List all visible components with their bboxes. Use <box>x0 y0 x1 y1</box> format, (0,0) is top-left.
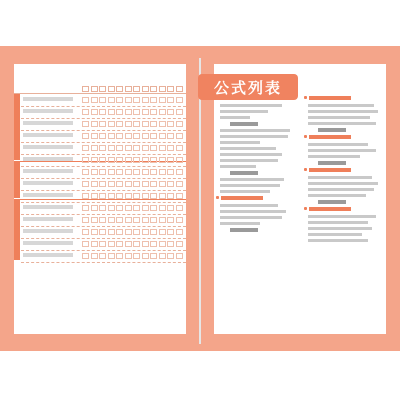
tracking-cell <box>99 217 106 223</box>
tracking-cell <box>125 145 132 151</box>
row-label-placeholder <box>23 229 73 233</box>
section-heading-placeholder <box>221 196 263 200</box>
tracking-cell <box>133 97 140 103</box>
tracking-cell <box>159 217 166 223</box>
tracking-cell <box>142 253 149 259</box>
tracking-cell <box>91 169 98 175</box>
tracking-cell <box>133 145 140 151</box>
equation-placeholder <box>230 171 258 175</box>
tracking-cell <box>108 229 115 235</box>
tracking-cell <box>116 121 123 127</box>
tracking-cell <box>142 133 149 139</box>
tracking-cell <box>82 193 89 199</box>
tracking-cell <box>167 145 174 151</box>
tracking-cell <box>142 169 149 175</box>
text-line-placeholder <box>308 176 372 179</box>
tracking-cell <box>99 145 106 151</box>
tracking-cell <box>125 169 132 175</box>
tracking-cell <box>176 157 183 163</box>
text-line-placeholder <box>220 178 284 181</box>
tracking-cell <box>116 229 123 235</box>
row-label-placeholder <box>23 193 73 197</box>
tracking-cell <box>167 205 174 211</box>
tracking-cell <box>167 229 174 235</box>
tracking-cell <box>159 253 166 259</box>
tracking-cell <box>99 97 106 103</box>
tracking-cell <box>142 217 149 223</box>
tracking-cell <box>116 217 123 223</box>
tracking-cell <box>116 97 123 103</box>
section-tab <box>14 162 20 198</box>
section-heading-placeholder <box>309 207 351 211</box>
header-box <box>99 86 106 92</box>
tracking-cell <box>125 253 132 259</box>
page-gutter <box>199 58 201 344</box>
tracking-cell <box>108 217 115 223</box>
tracking-cell <box>167 169 174 175</box>
tracking-cell <box>159 109 166 115</box>
row-label-placeholder <box>23 157 73 161</box>
tracking-cell <box>176 229 183 235</box>
tracking-cell <box>91 217 98 223</box>
tracking-cell <box>116 193 123 199</box>
tracking-cell <box>150 169 157 175</box>
equation-placeholder <box>318 161 346 165</box>
tracking-cell <box>150 145 157 151</box>
tracking-cell <box>125 97 132 103</box>
tracking-cell <box>133 109 140 115</box>
table-row <box>21 250 186 263</box>
tracking-cell <box>91 253 98 259</box>
tracking-cell <box>167 241 174 247</box>
tracking-cell <box>108 169 115 175</box>
header-box <box>142 86 149 92</box>
tracking-cell <box>108 97 115 103</box>
text-line-placeholder <box>308 227 372 230</box>
text-line-placeholder <box>220 204 278 207</box>
tracking-cell <box>167 193 174 199</box>
tracking-cell <box>159 205 166 211</box>
text-line-placeholder <box>220 216 282 219</box>
tracking-cell <box>99 109 106 115</box>
tracking-cell <box>116 109 123 115</box>
tracking-cell <box>142 181 149 187</box>
tracking-cell <box>176 253 183 259</box>
section-marker <box>304 168 307 171</box>
tracking-cell <box>150 193 157 199</box>
text-line-placeholder <box>220 184 280 187</box>
text-line-placeholder <box>308 215 376 218</box>
section-heading-placeholder <box>309 135 351 139</box>
row-label-placeholder <box>23 181 73 185</box>
tracking-cell <box>125 241 132 247</box>
tracking-cell <box>142 109 149 115</box>
tracking-cell <box>133 217 140 223</box>
header-box <box>133 86 140 92</box>
tracking-cell <box>99 241 106 247</box>
section-marker <box>304 96 307 99</box>
tracking-cell <box>159 169 166 175</box>
tracking-cell <box>125 193 132 199</box>
tracking-cell <box>150 97 157 103</box>
right-page <box>214 64 386 334</box>
text-line-placeholder <box>308 221 368 224</box>
text-line-placeholder <box>308 116 370 119</box>
tracking-cell <box>150 181 157 187</box>
tracking-cell <box>108 145 115 151</box>
tracking-cell <box>108 193 115 199</box>
tracking-cell <box>99 229 106 235</box>
row-label-placeholder <box>23 97 73 101</box>
tracking-cell <box>150 157 157 163</box>
tracking-cell <box>167 97 174 103</box>
left-page <box>14 64 186 334</box>
text-line-placeholder <box>220 141 260 144</box>
text-line-placeholder <box>308 155 360 158</box>
tracking-cell <box>116 157 123 163</box>
tracking-cell <box>99 253 106 259</box>
tracking-cell <box>142 193 149 199</box>
tracking-cell <box>91 229 98 235</box>
section-tab <box>14 200 20 260</box>
tracking-cell <box>91 97 98 103</box>
tracking-cell <box>142 97 149 103</box>
tracking-cell <box>142 241 149 247</box>
equation-placeholder <box>318 128 346 132</box>
text-line-placeholder <box>220 210 286 213</box>
tracking-cell <box>125 121 132 127</box>
row-label-placeholder <box>23 121 73 125</box>
row-label-placeholder <box>23 253 73 257</box>
row-label-placeholder <box>23 133 73 137</box>
tracking-cell <box>91 241 98 247</box>
text-line-placeholder <box>220 129 290 132</box>
section-marker <box>304 135 307 138</box>
tracking-cell <box>99 133 106 139</box>
tracking-cell <box>125 109 132 115</box>
text-line-placeholder <box>220 190 270 193</box>
section-tab <box>14 94 20 160</box>
tracking-cell <box>99 169 106 175</box>
tracking-cell <box>108 205 115 211</box>
tracking-cell <box>150 217 157 223</box>
tracking-cell <box>82 241 89 247</box>
text-line-placeholder <box>220 159 278 162</box>
tracking-cell <box>116 169 123 175</box>
tracking-cell <box>108 181 115 187</box>
tracking-cell <box>176 193 183 199</box>
tracking-cell <box>176 181 183 187</box>
header-box <box>91 86 98 92</box>
tracking-cell <box>176 145 183 151</box>
text-line-placeholder <box>308 149 376 152</box>
row-label-placeholder <box>23 241 73 245</box>
row-label-placeholder <box>23 169 73 173</box>
text-line-placeholder <box>220 147 276 150</box>
tracking-cell <box>159 193 166 199</box>
tracking-cell <box>159 157 166 163</box>
tracking-cell <box>159 241 166 247</box>
tracking-cell <box>91 157 98 163</box>
tracking-cell <box>133 241 140 247</box>
tracking-cell <box>150 205 157 211</box>
tracking-cell <box>159 181 166 187</box>
row-label-placeholder <box>23 205 73 209</box>
tracking-cell <box>82 157 89 163</box>
tracking-cell <box>91 193 98 199</box>
tracking-cell <box>82 169 89 175</box>
tracking-cell <box>176 121 183 127</box>
tracking-cell <box>133 253 140 259</box>
header-box <box>82 86 89 92</box>
text-line-placeholder <box>308 110 378 113</box>
tracking-cell <box>133 229 140 235</box>
equation-placeholder <box>230 228 258 232</box>
tracking-cell <box>150 229 157 235</box>
tracking-cell <box>91 181 98 187</box>
tracking-cell <box>125 133 132 139</box>
section-marker <box>304 207 307 210</box>
tracking-cell <box>142 229 149 235</box>
section-heading-placeholder <box>309 168 351 172</box>
tracking-cell <box>125 205 132 211</box>
tracking-cell <box>82 205 89 211</box>
tracking-cell <box>150 253 157 259</box>
tracking-cell <box>108 133 115 139</box>
text-line-placeholder <box>220 153 282 156</box>
tracking-cell <box>150 121 157 127</box>
tracking-cell <box>133 157 140 163</box>
tracking-cell <box>176 205 183 211</box>
tracking-cell <box>142 157 149 163</box>
tracking-cell <box>133 181 140 187</box>
tracking-cell <box>91 109 98 115</box>
tracking-cell <box>176 217 183 223</box>
tracking-cell <box>125 181 132 187</box>
tracking-cell <box>133 193 140 199</box>
tracking-cell <box>91 205 98 211</box>
text-line-placeholder <box>308 122 376 125</box>
tracking-cell <box>159 133 166 139</box>
row-label-placeholder <box>23 109 73 113</box>
tracking-cell <box>176 241 183 247</box>
tracking-cell <box>167 157 174 163</box>
tracking-cell <box>108 121 115 127</box>
header-box <box>167 86 174 92</box>
tracking-cell <box>167 133 174 139</box>
tracking-cell <box>125 217 132 223</box>
header-box <box>108 86 115 92</box>
row-label-placeholder <box>23 145 73 149</box>
tracking-cell <box>116 145 123 151</box>
tracking-cell <box>82 109 89 115</box>
tracking-cell <box>99 121 106 127</box>
tracking-cell <box>116 181 123 187</box>
tracking-cell <box>159 97 166 103</box>
tracking-cell <box>176 133 183 139</box>
tracking-cell <box>108 109 115 115</box>
tracking-cell <box>82 133 89 139</box>
tracking-cell <box>176 97 183 103</box>
header-box <box>150 86 157 92</box>
tracking-cell <box>108 157 115 163</box>
tracking-cell <box>133 205 140 211</box>
header-box <box>159 86 166 92</box>
page-title: 公式列表 <box>213 79 282 97</box>
tracking-cell <box>167 217 174 223</box>
tracking-cell <box>108 253 115 259</box>
text-line-placeholder <box>220 135 288 138</box>
tracking-cell <box>99 157 106 163</box>
tracking-cell <box>176 169 183 175</box>
tracking-cell <box>142 145 149 151</box>
tracking-cell <box>99 181 106 187</box>
equation-placeholder <box>230 122 258 126</box>
tracking-cell <box>91 121 98 127</box>
section-heading-placeholder <box>309 96 351 100</box>
tracking-cell <box>159 145 166 151</box>
tracking-cell <box>125 157 132 163</box>
tracking-cell <box>133 121 140 127</box>
text-line-placeholder <box>308 182 378 185</box>
tracking-cell <box>82 229 89 235</box>
tracking-cell <box>91 133 98 139</box>
text-line-placeholder <box>308 194 366 197</box>
tracking-cell <box>116 253 123 259</box>
text-line-placeholder <box>220 165 256 168</box>
tracking-cell <box>142 121 149 127</box>
text-line-placeholder <box>308 239 368 242</box>
tracking-cell <box>116 133 123 139</box>
tracking-cell <box>167 181 174 187</box>
text-line-placeholder <box>220 116 250 119</box>
tracking-cell <box>82 97 89 103</box>
tracking-cell <box>150 109 157 115</box>
tracking-cell <box>167 253 174 259</box>
table-header <box>14 85 186 94</box>
equation-placeholder <box>318 200 346 204</box>
text-line-placeholder <box>308 143 368 146</box>
tracking-cell <box>108 241 115 247</box>
tracking-cell <box>91 145 98 151</box>
tracking-cell <box>142 205 149 211</box>
text-line-placeholder <box>308 188 374 191</box>
text-line-placeholder <box>308 233 362 236</box>
tracking-cell <box>82 217 89 223</box>
header-box <box>125 86 132 92</box>
tracking-cell <box>150 241 157 247</box>
tracking-cell <box>150 133 157 139</box>
tracking-cell <box>159 229 166 235</box>
tracking-cell <box>99 205 106 211</box>
tracking-cell <box>159 121 166 127</box>
tracking-cell <box>125 229 132 235</box>
tracking-cell <box>116 241 123 247</box>
formula-list-title-banner <box>198 74 298 100</box>
header-box <box>116 86 123 92</box>
text-line-placeholder <box>220 222 260 225</box>
text-line-placeholder <box>308 104 374 107</box>
tracking-cell <box>176 109 183 115</box>
tracking-cell <box>82 181 89 187</box>
tracking-cell <box>167 121 174 127</box>
tracking-cell <box>167 109 174 115</box>
tracking-cell <box>82 121 89 127</box>
tracking-cell <box>82 145 89 151</box>
tracking-cell <box>116 205 123 211</box>
text-line-placeholder <box>220 110 268 113</box>
tracking-cell <box>99 193 106 199</box>
text-line-placeholder <box>220 104 282 107</box>
row-label-placeholder <box>23 217 73 221</box>
tracking-cell <box>82 253 89 259</box>
section-marker <box>216 196 219 199</box>
header-box <box>176 86 183 92</box>
tracking-cell <box>133 169 140 175</box>
tracking-cell <box>133 133 140 139</box>
